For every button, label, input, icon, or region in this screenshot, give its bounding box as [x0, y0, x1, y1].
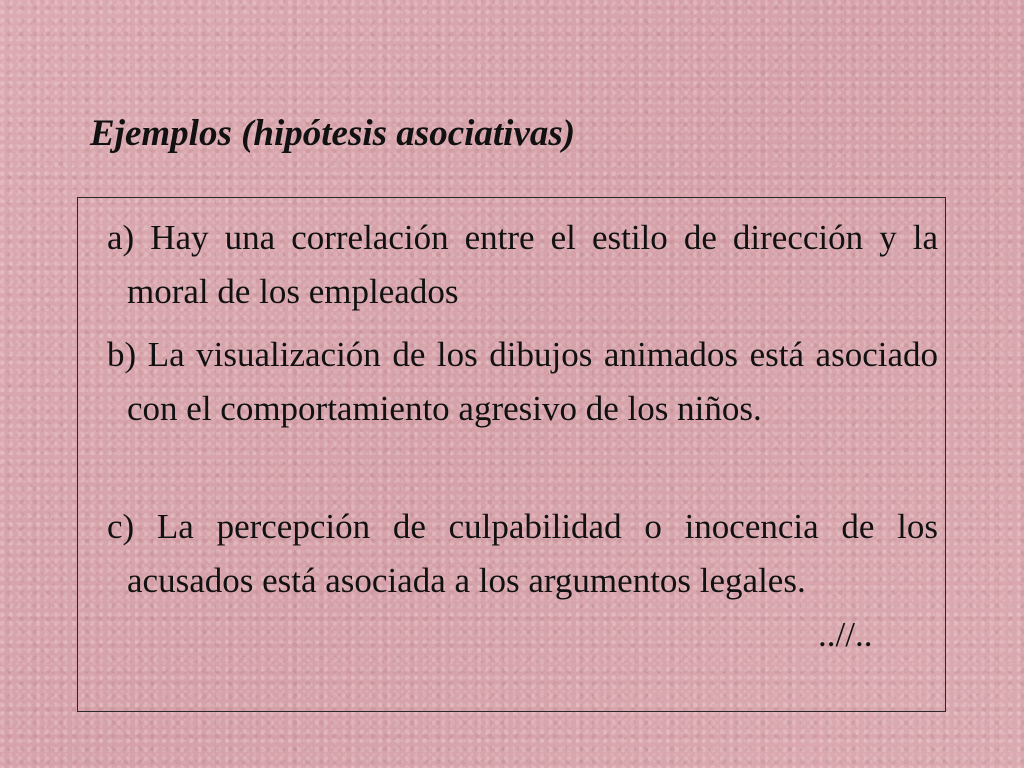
continuation-marker: ..//..	[818, 615, 873, 654]
slide-title: Ejemplos (hipótesis asociativas)	[90, 113, 576, 154]
example-item-c: c) La percepción de culpabilidad o inocencia de los acusados está asociada a los argumentos legales.	[107, 507, 938, 600]
example-item-b: b) La visualización de los dibujos animados está asociado con el comportamiento agresivo de los niños.	[107, 335, 938, 428]
example-item-a: a) Hay una correlación entre el estilo de dirección y la moral de los empleados	[107, 218, 938, 311]
examples-box	[77, 197, 946, 712]
